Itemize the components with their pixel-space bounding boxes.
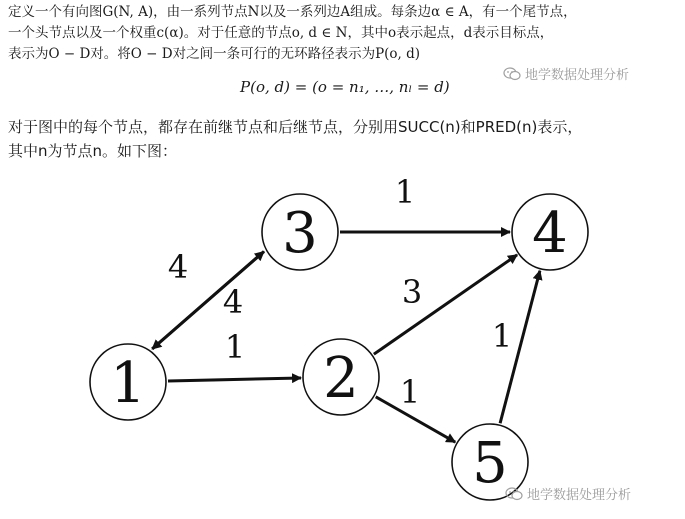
nodes-layer: [90, 194, 588, 500]
paragraph-line-1: 对于图中的每个节点，都存在前继节点和后继节点，分别用SUCC(n)和PRED(n)表示，: [8, 118, 583, 136]
watermark-text: 地学数据处理分析: [525, 68, 630, 83]
edge-weight-3-4: 1: [394, 173, 416, 211]
node-1: [90, 344, 166, 420]
edge-weight-2-4: 3: [401, 273, 423, 311]
edge-weight-3-1: 4: [222, 283, 244, 321]
edge-weight-2-5: 1: [399, 373, 421, 411]
node-label: 4: [532, 201, 568, 266]
watermark-text: 地学数据处理分析: [527, 488, 632, 503]
node-label: 3: [282, 201, 318, 266]
edge-weight-1-2: 1: [224, 328, 246, 366]
edge-1-2: [168, 378, 301, 381]
watermark-bottom: [505, 484, 631, 503]
node-4: [512, 194, 588, 270]
path-formula: P(o, d) = (o = n₁, …, nₗ = d): [240, 78, 450, 96]
definition-line-3: 表示为O − D对。将O − D对之间一条可行的无环路径表示为P(o, d): [8, 46, 421, 62]
node-label: 1: [110, 351, 146, 416]
wechat-icon: [505, 487, 523, 501]
node-label: 2: [323, 346, 359, 411]
paragraph-line-2: 其中n为节点n。如下图：: [8, 142, 178, 160]
edge-weight-1-3: 4: [167, 248, 189, 286]
edge-weight-5-4: 1: [491, 317, 513, 355]
definition-line-1: 定义一个有向图G(N, A)，由一系列节点N以及一系列边A组成。每条边α ∈ A，有一个尾节点，: [8, 4, 577, 20]
node-2: [303, 339, 379, 415]
definition-line-2: 一个头节点以及一个权重c(α)。对于任意的节点o, d ∈ N，其中o表示起点，d表示目标点，: [8, 25, 554, 41]
node-label: 5: [472, 431, 508, 496]
node-3: [262, 194, 338, 270]
